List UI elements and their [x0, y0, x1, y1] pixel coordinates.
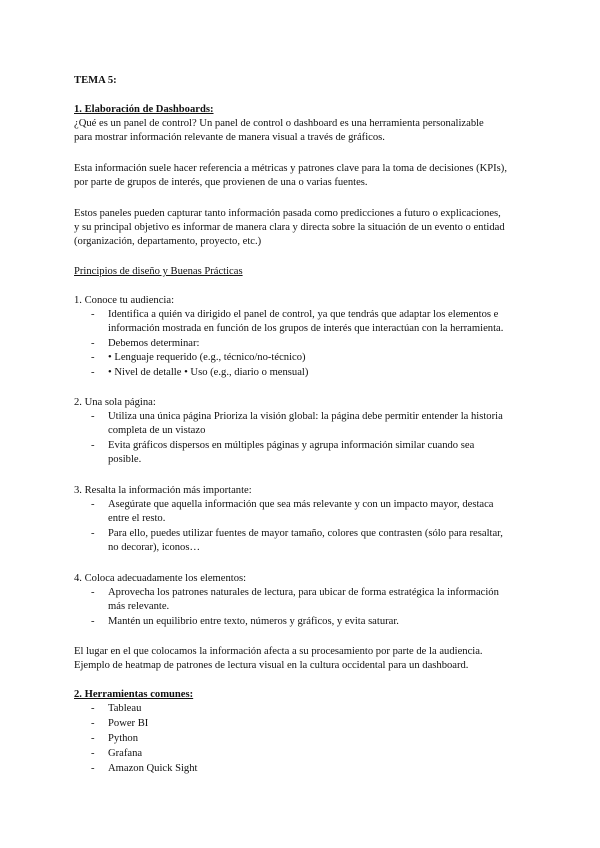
p2-b2-line1: Evita gráficos dispersos en múltiples páginas y agrupa información similar cuando sea — [108, 440, 475, 451]
para2-line1: Esta información suele hacer referencia a métricas y patrones clave para la toma de decisiones (KPIs), — [74, 163, 507, 174]
bullet-dash: - — [91, 352, 95, 363]
bullet-dash: - — [91, 499, 95, 510]
section1-heading: 1. Elaboración de Dashboards: — [74, 104, 214, 115]
para4-line1: El lugar en el que colocamos la información afecta a su procesamiento por parte de la audiencia. — [74, 646, 483, 657]
bullet-dash: - — [91, 367, 95, 378]
p3-b1-line1: Asegúrate que aquella información que sea más relevante y con un impacto mayor, destaca — [108, 499, 494, 510]
p1-b1-line2: información mostrada en función de los grupos de interés que interactúan con la herramienta. — [108, 323, 504, 334]
tool-item: Amazon Quick Sight — [108, 763, 198, 774]
principle-3-title: 3. Resalta la información más importante: — [74, 485, 252, 496]
bullet-dash: - — [91, 411, 95, 422]
p1-b4-line1: • Nivel de detalle • Uso (e.g., diario o mensual) — [108, 367, 309, 378]
section2-heading: 2. Herramientas comunes: — [74, 689, 194, 700]
p4-b2-line1: Mantén un equilibrio entre texto, números y gráficos, y evita saturar. — [108, 616, 399, 627]
principle-1-title: 1. Conoce tu audiencia: — [74, 295, 175, 306]
para4-line2: Ejemplo de heatmap de patrones de lectura visual en la cultura occidental para un dashboard. — [74, 660, 469, 671]
bullet-dash: - — [91, 309, 95, 320]
p4-b1-line2: más relevante. — [108, 601, 170, 612]
para3-line3: (organización, departamento, proyecto, etc.) — [74, 236, 262, 247]
p2-b1-line1: Utiliza una única página Prioriza la visión global: la página debe permitir entender la historia — [108, 411, 503, 422]
p2-b1-line2: completa de un vistazo — [108, 425, 206, 436]
principle-4-title: 4. Coloca adecuadamente los elementos: — [74, 573, 247, 584]
bullet-dash: - — [91, 528, 95, 539]
bullet-dash: - — [91, 763, 95, 774]
para3-line1: Estos paneles pueden capturar tanto información pasada como predicciones a futuro o explicaciones, — [74, 208, 501, 219]
bullet-dash: - — [91, 718, 95, 729]
tool-item: Power BI — [108, 718, 149, 729]
p4-b1-line1: Aprovecha los patrones naturales de lectura, para ubicar de forma estratégica la información — [108, 587, 499, 598]
para1-line1: ¿Qué es un panel de control? Un panel de control o dashboard es una herramienta personalizable — [74, 118, 484, 129]
p1-b2-line1: Debemos determinar: — [108, 338, 200, 349]
p3-b1-line2: entre el resto. — [108, 513, 166, 524]
bullet-dash: - — [91, 748, 95, 759]
doc-title: TEMA 5: — [74, 75, 117, 86]
bullet-dash: - — [91, 440, 95, 451]
tool-item: Python — [108, 733, 139, 744]
p1-b3-line1: • Lenguaje requerido (e.g., técnico/no-técnico) — [108, 352, 306, 363]
tool-item: Tableau — [108, 703, 142, 714]
p3-b2-line1: Para ello, puedes utilizar fuentes de mayor tamaño, colores que contrasten (sólo para resaltar, — [108, 528, 503, 539]
bullet-dash: - — [91, 587, 95, 598]
para3-line2: y su principal objetivo es informar de manera clara y directa sobre la situación de un evento o entidad — [74, 222, 505, 233]
bullet-dash: - — [91, 733, 95, 744]
bullet-dash: - — [91, 338, 95, 349]
p2-b2-line2: posible. — [108, 454, 142, 465]
p3-b2-line2: no decorar), iconos… — [108, 542, 201, 553]
para1-line2: para mostrar información relevante de manera visual a través de gráficos. — [74, 132, 385, 143]
para2-line2: por parte de grupos de interés, que provienen de una o varias fuentes. — [74, 177, 368, 188]
p1-b1-line1: Identifica a quién va dirigido el panel de control, ya que tendrás que adaptar los elementos e — [108, 309, 499, 320]
principle-2-title: 2. Una sola página: — [74, 397, 156, 408]
tool-item: Grafana — [108, 748, 143, 759]
bullet-dash: - — [91, 616, 95, 627]
principles-subheading: Principios de diseño y Buenas Prácticas — [74, 266, 243, 277]
bullet-dash: - — [91, 703, 95, 714]
